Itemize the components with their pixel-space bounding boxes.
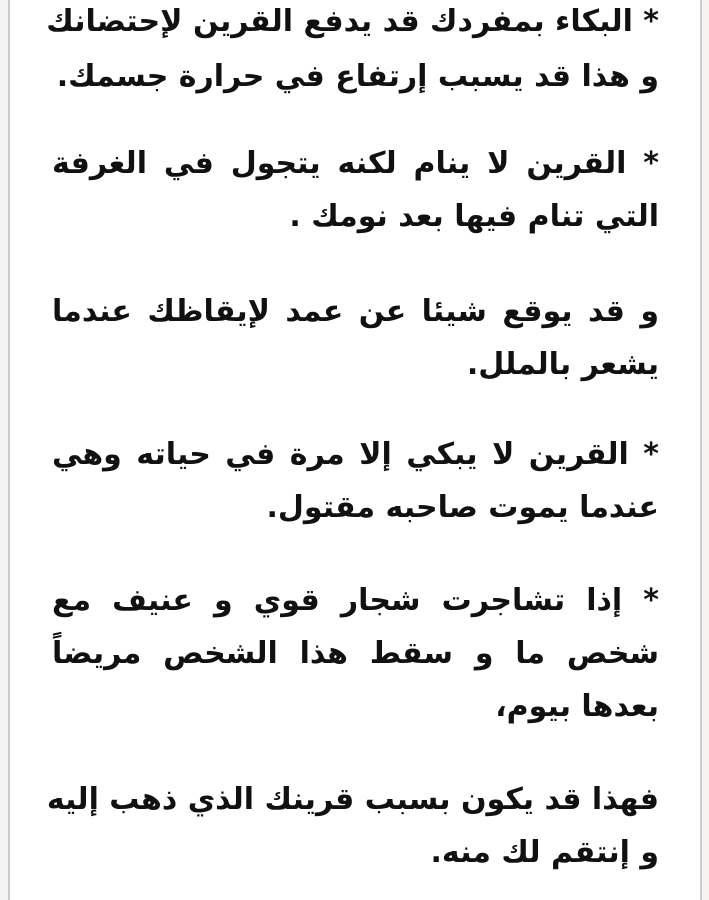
text-line: عندما يموت صاحبه مقتول. bbox=[266, 490, 659, 525]
text-line: * القرين لا ينام لكنه يتجول في الغرفة bbox=[52, 146, 659, 181]
text-line: و هذا قد يسبب إرتفاع في حرارة جسمك. bbox=[56, 59, 659, 94]
text-line: و قد يوقع شيئا عن عمد لإيقاظك عندما bbox=[52, 294, 659, 329]
text-line: و إنتقم لك منه. bbox=[430, 835, 659, 870]
page-edge-right bbox=[700, 0, 709, 900]
text-line: * البكاء بمفردك قد يدفع القرين لإحتضانك bbox=[46, 4, 659, 39]
page-edge-left bbox=[0, 0, 10, 900]
text-line: * القرين لا يبكي إلا مرة في حياته وهي bbox=[52, 437, 659, 472]
text-line: بعدها بيوم، bbox=[495, 689, 659, 724]
text-line: التي تنام فيها بعد نومك . bbox=[289, 199, 659, 234]
text-line: فهذا قد يكون بسبب قرينك الذي ذهب إليه bbox=[46, 782, 659, 817]
text-line: يشعر بالملل. bbox=[466, 347, 659, 382]
text-line: شخص ما و سقط هذا الشخص مريضاً bbox=[52, 636, 659, 671]
text-line: * إذا تشاجرت شجار قوي و عنيف مع bbox=[52, 583, 659, 618]
